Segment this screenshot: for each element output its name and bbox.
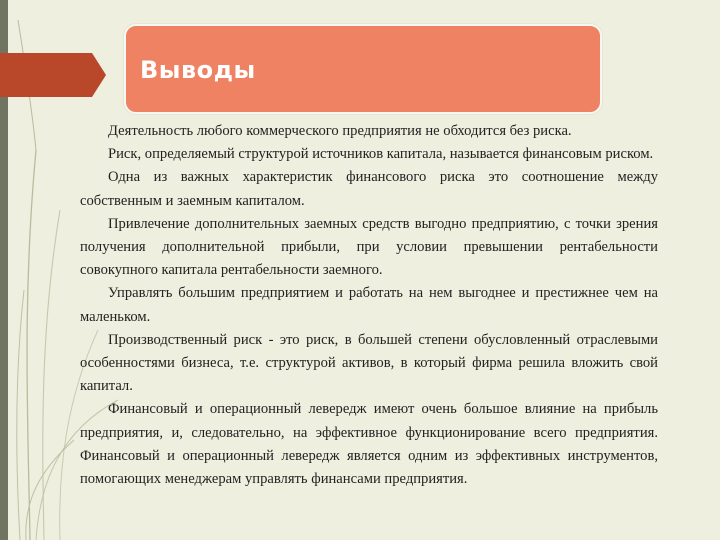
paragraph: Одна из важных характеристик финансового риска это соотношение между собственным и заемным капиталом. (80, 169, 658, 209)
title-box (124, 24, 602, 114)
paragraph: Управлять большим предприятием и работать на нем выгоднее и престижнее чем на маленьком. (80, 285, 658, 325)
paragraph: Риск, определяемый структурой источников капитала, называется финансовым риском. (108, 146, 654, 163)
paragraph: Производственный риск - это риск, в большей степени обусловленный отраслевыми особенностями бизнеса, т.е. структурой активов, в который фирма решила вложить свой капитал. (80, 331, 658, 395)
paragraph: Привлечение дополнительных заемных средств выгодно предприятию, с точки зрения получения дополнительной прибыли, при условии превышении рентабельности совокупного капитала рентабельности заемного. (80, 215, 658, 279)
slide-title: Выводы (140, 56, 256, 84)
paragraph: Финансовый и операционный левередж имеют очень большое влияние на прибыль предприятия, и, следовательно, на эффективное функционирование всего предприятия. Финансовый и операционный левередж является одним из эффективных инструментов, помогающих менеджерам управлять финансами предприятия. (80, 401, 658, 488)
paragraph: Деятельность любого коммерческого предприятия не обходится без риска. (108, 123, 572, 139)
slide-body (80, 120, 658, 491)
